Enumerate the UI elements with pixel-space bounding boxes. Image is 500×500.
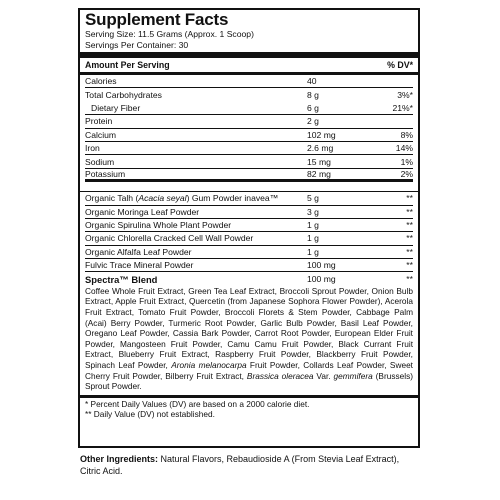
other-ingredients-text: Natural Flavors, Rebaudioside A (From Stevia Leaf Extract), Citric Acid. xyxy=(80,454,400,476)
blend-text: Var. xyxy=(313,370,334,381)
nutrient-row xyxy=(85,129,413,142)
serving-size: Serving Size: 11.5 Grams (Approx. 1 Scoop) xyxy=(85,29,254,39)
nutrient-dv: 14% xyxy=(395,143,413,154)
section-gap xyxy=(80,182,418,192)
ingredient-row xyxy=(85,246,413,259)
nutrient-row xyxy=(85,169,413,182)
ingredient-amount: 5 g xyxy=(307,193,319,204)
nutrient-name: Calcium xyxy=(85,129,117,140)
blend-dv: ** xyxy=(406,274,413,285)
ingredient-list xyxy=(85,192,413,286)
blend-ingredients xyxy=(80,286,418,398)
ingredient-row xyxy=(85,206,413,219)
nutrient-row xyxy=(85,115,413,128)
nutrient-amount: 82 mg xyxy=(307,168,331,179)
ingredient-dv: ** xyxy=(406,206,413,217)
supplement-facts-panel xyxy=(78,8,420,448)
dv-header: % DV* xyxy=(387,60,413,70)
ingredient-name: Organic Spirulina Whole Plant Powder xyxy=(85,220,232,231)
ingredient-dv: ** xyxy=(406,233,413,244)
nutrient-row xyxy=(85,102,413,115)
blend-text: Coffee Whole Fruit Extract, Green Tea Leaf Extract, Broccoli Sprout Powder, Onion Bulb Extract, Apple Fruit Extract, Quercetin (from Japanese Sophora Flower Powder), Acerola Fruit Extract, Tomato Fruit Powder, Broccoli Florets & Stem Powder, Cabbage Palm (Acai) Berry Powder, Turmeric Root Powder, Garlic Bulb Powder, Basil Leaf Powder, Oregano Leaf Powder, Cassia Bark Powder, Carrot Root Powder, European Elder Fruit Powder, Mangosteen Fruit Powder, Camu Camu Fruit Powder, Black Currant Fruit Extract, Blueberry Fruit Extract, Raspberry Fruit Powder, Blackberry Fruit Powder, Spinach Leaf Powder, xyxy=(85,285,413,371)
nutrient-name: Calories xyxy=(85,76,117,87)
ingredient-row xyxy=(85,232,413,245)
nutrient-dv: 2% xyxy=(400,168,413,179)
nutrient-name: Potassium xyxy=(85,168,126,179)
ingredient-amount: 1 g xyxy=(307,220,319,231)
other-ingredients-label: Other Ingredients: xyxy=(80,454,159,464)
blend-row xyxy=(85,272,413,285)
nutrient-list xyxy=(85,75,413,182)
nutrient-amount: 2.6 mg xyxy=(307,143,334,154)
nutrient-amount: 40 xyxy=(307,76,317,87)
footnote: * Percent Daily Values (DV) are based on a 2000 calorie diet. xyxy=(85,398,310,409)
nutrient-row xyxy=(85,142,413,155)
ingredient-dv: ** xyxy=(406,246,413,257)
blend-text: (Brussels) Sprout Powder. xyxy=(85,370,413,392)
nutrient-row xyxy=(85,155,413,168)
nutrient-name: Dietary Fiber xyxy=(91,102,141,113)
nutrient-name: Protein xyxy=(85,116,113,127)
ingredient-name-italic: Acacia seyal xyxy=(138,193,187,204)
ingredient-name: Organic Moringa Leaf Powder xyxy=(85,206,200,217)
nutrient-row xyxy=(85,88,413,101)
other-ingredients xyxy=(80,453,420,477)
nutrient-name: Sodium xyxy=(85,156,115,167)
ingredient-name-part: Organic Talh ( xyxy=(85,193,139,204)
ingredient-dv: ** xyxy=(406,220,413,231)
ingredient-name: Organic Chlorella Cracked Cell Wall Powder xyxy=(85,233,254,244)
nutrient-dv: 3%* xyxy=(397,90,413,101)
nutrient-name: Total Carbohydrates xyxy=(85,90,162,101)
nutrient-amount: 15 mg xyxy=(307,156,331,167)
ingredient-dv: ** xyxy=(406,193,413,204)
ingredient-amount: 3 g xyxy=(307,206,319,217)
blend-text-italic: Brassica oleracea xyxy=(246,370,314,381)
ingredient-name xyxy=(85,193,307,203)
blend-text-italic: gemmifera xyxy=(333,370,373,381)
nutrient-amount: 6 g xyxy=(307,102,319,113)
ingredient-row xyxy=(85,219,413,232)
nutrient-row xyxy=(85,75,413,88)
ingredient-dv: ** xyxy=(406,260,413,271)
nutrient-dv: 8% xyxy=(400,129,413,140)
blend-name: Spectra™ Blend xyxy=(85,273,158,285)
panel-title: Supplement Facts xyxy=(85,10,229,29)
blend-amount: 100 mg xyxy=(307,274,336,285)
nutrient-amount: 102 mg xyxy=(307,129,336,140)
blend-text: Fruit Powder, Collards Leaf Powder, Sweet Cherry Fruit Powder, Bilberry Fruit Extract, xyxy=(85,360,413,381)
ingredient-name-part: ) Gum Powder inavea™ xyxy=(186,193,279,204)
ingredient-name: Fulvic Trace Mineral Powder xyxy=(85,260,194,271)
ingredient-amount: 1 g xyxy=(307,233,319,244)
nutrient-dv: 21%* xyxy=(392,102,413,113)
amount-per-serving-header: Amount Per Serving xyxy=(85,60,170,70)
footnotes xyxy=(85,398,413,420)
column-header xyxy=(85,58,413,72)
ingredient-row xyxy=(85,259,413,272)
ingredient-name: Organic Alfalfa Leaf Powder xyxy=(85,246,192,257)
servings-per-container: Servings Per Container: 30 xyxy=(85,40,189,50)
nutrient-amount: 8 g xyxy=(307,90,319,101)
blend-text-italic: Aronia melanocarpa xyxy=(171,360,247,371)
ingredient-amount: 100 mg xyxy=(307,260,336,271)
footnote: ** Daily Value (DV) not established. xyxy=(85,409,215,420)
ingredient-amount: 1 g xyxy=(307,246,319,257)
nutrient-amount: 2 g xyxy=(307,116,319,127)
nutrient-name: Iron xyxy=(85,143,100,154)
nutrient-dv: 1% xyxy=(400,156,413,167)
ingredient-row xyxy=(85,192,413,205)
